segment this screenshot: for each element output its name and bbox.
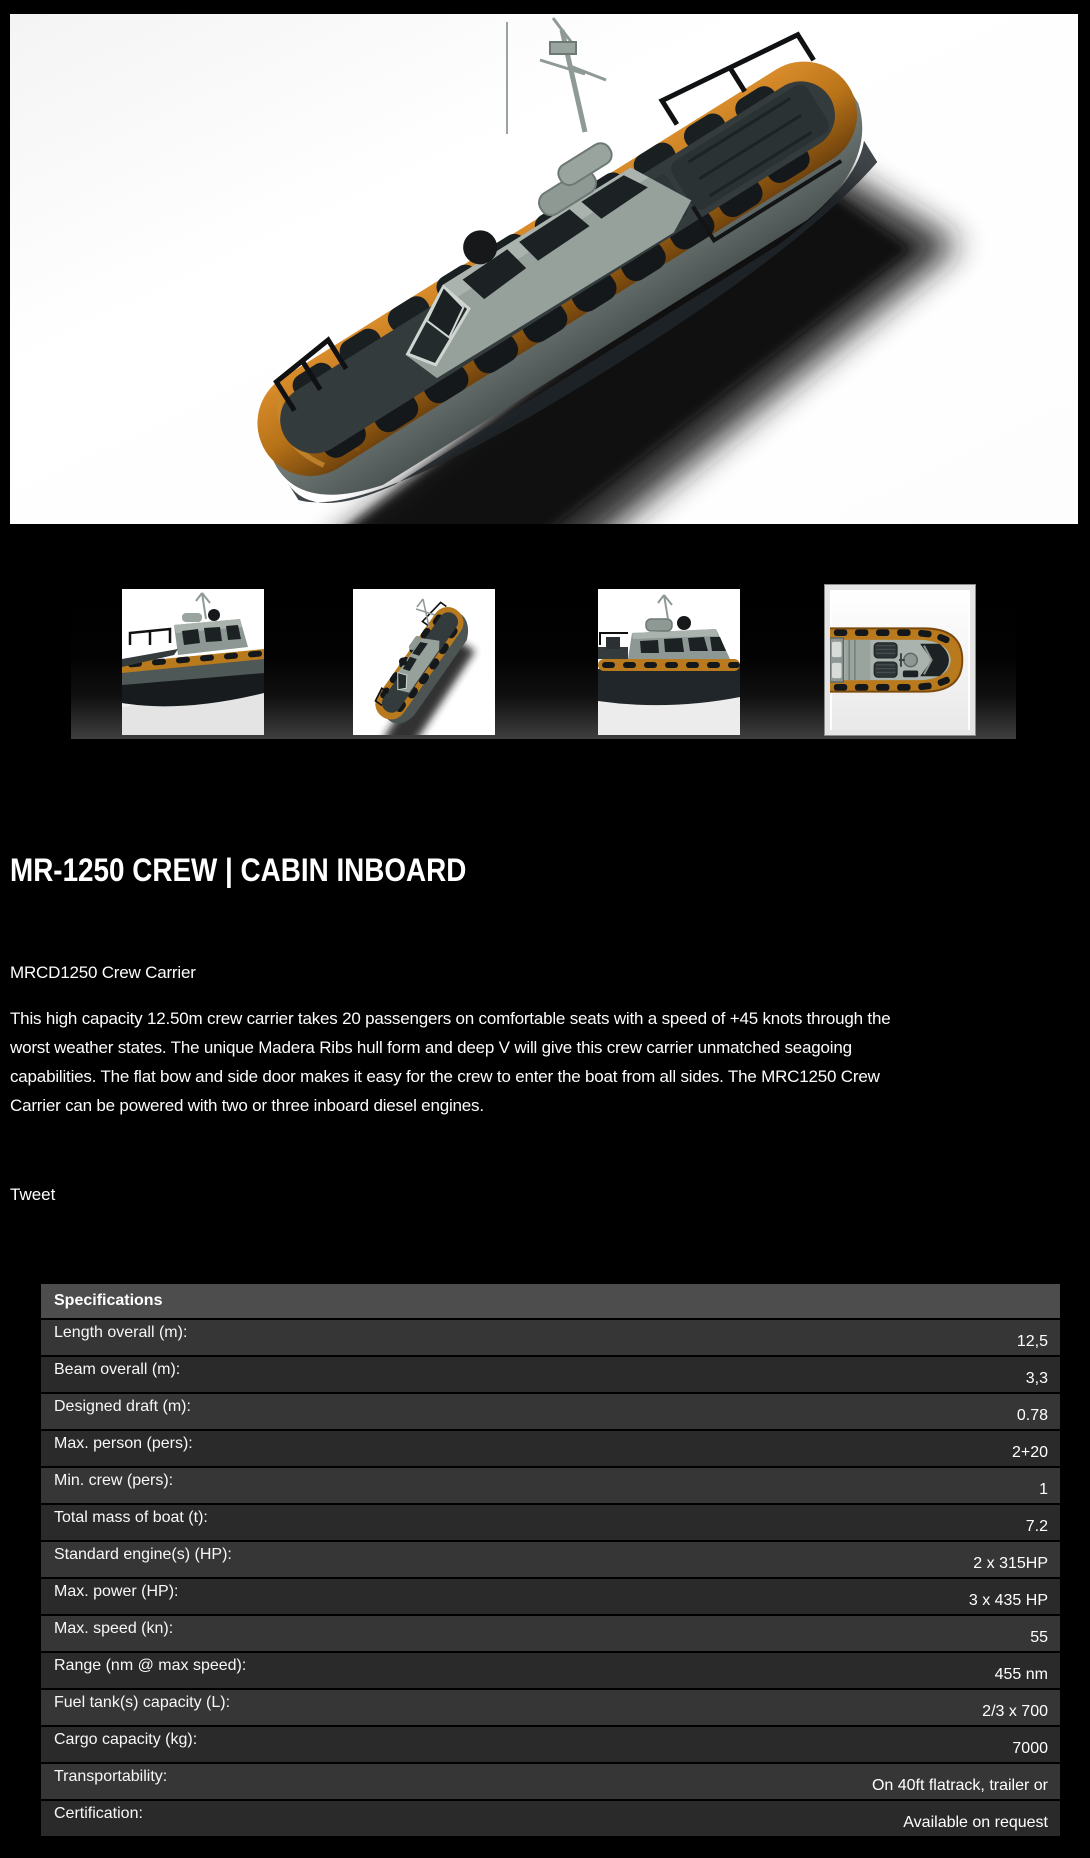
spec-row [41,1801,1060,1836]
spec-label: Certification: [54,1805,143,1822]
spec-label: Min. crew (pers): [54,1472,174,1489]
description-line: worst weather states. The unique Madera Ribs hull form and deep V will give this crew carrier unmatched seagoing [10,1038,852,1057]
product-subtitle: MRCD1250 Crew Carrier [10,963,196,982]
spec-value: On 40ft flatrack, trailer or [871,1777,1048,1794]
main-product-image[interactable] [10,14,1078,524]
thumbnail-1-image [122,589,264,735]
spec-row [41,1616,1060,1651]
tweet-link[interactable]: Tweet [10,1185,56,1204]
spec-label: Max. person (pers): [54,1435,193,1452]
spec-value: Available on request [903,1814,1048,1831]
spec-row [41,1579,1060,1614]
spec-row [41,1505,1060,1540]
spec-value: 455 nm [994,1666,1048,1683]
spec-value: 7.2 [1025,1518,1048,1535]
specifications-header: Specifications [41,1284,1060,1318]
spec-label: Transportability: [54,1768,168,1785]
spec-row [41,1727,1060,1762]
spec-label: Designed draft (m): [54,1398,191,1415]
spec-row [41,1653,1060,1688]
thumbnail-2-image [353,589,495,735]
spec-value: 7000 [1012,1740,1048,1757]
spec-label: Standard engine(s) (HP): [54,1546,232,1563]
thumbnail-4-image [830,590,970,730]
thumbnail-4-top-view-selected[interactable] [825,585,975,735]
spec-value: 2/3 x 700 [982,1703,1048,1720]
thumbnail-3-image [598,589,740,735]
spec-value: 55 [1030,1629,1048,1646]
spec-label: Fuel tank(s) capacity (L): [54,1694,231,1711]
boat-render-svg [10,14,1078,524]
spec-row [41,1764,1060,1799]
description-line: capabilities. The flat bow and side door makes it easy for the crew to enter the boat from all sides. The MRC1250 Crew [10,1067,880,1086]
spec-value: 3 x 435 HP [968,1592,1048,1609]
spec-label: Cargo capacity (kg): [54,1731,198,1748]
spec-value: 1 [1039,1481,1048,1498]
spec-value: 2 x 315HP [973,1555,1048,1572]
specifications-rows [41,1320,1060,1836]
spec-label: Max. power (HP): [54,1583,179,1600]
spec-row [41,1320,1060,1355]
spec-row [41,1431,1060,1466]
spec-value: 0.78 [1016,1407,1048,1424]
description-line: This high capacity 12.50m crew carrier takes 20 passengers on comfortable seats with a speed of +45 knots through the [10,1009,891,1028]
spec-label: Total mass of boat (t): [54,1509,208,1526]
thumbnail-3-side-view[interactable] [598,589,740,735]
spec-value: 12,5 [1016,1333,1048,1350]
page-title: MR-1250 CREW | CABIN INBOARD [10,852,467,889]
spec-label: Length overall (m): [54,1324,188,1341]
specifications-table [41,1284,1060,1836]
spec-row [41,1542,1060,1577]
spec-label: Range (nm @ max speed): [54,1657,247,1674]
spec-label: Max. speed (kn): [54,1620,174,1637]
thumbnail-2-bow-quarter-view[interactable] [353,589,495,735]
spec-row [41,1394,1060,1429]
spec-row [41,1357,1060,1392]
spec-value: 3,3 [1025,1370,1048,1387]
thumbnail-1-stern-view[interactable] [122,589,264,735]
spec-label: Beam overall (m): [54,1361,181,1378]
description-line: Carrier can be powered with two or three inboard diesel engines. [10,1096,484,1115]
spec-row [41,1468,1060,1503]
spec-value: 2+20 [1011,1444,1048,1461]
spec-row [41,1690,1060,1725]
product-description [10,1004,1078,1120]
